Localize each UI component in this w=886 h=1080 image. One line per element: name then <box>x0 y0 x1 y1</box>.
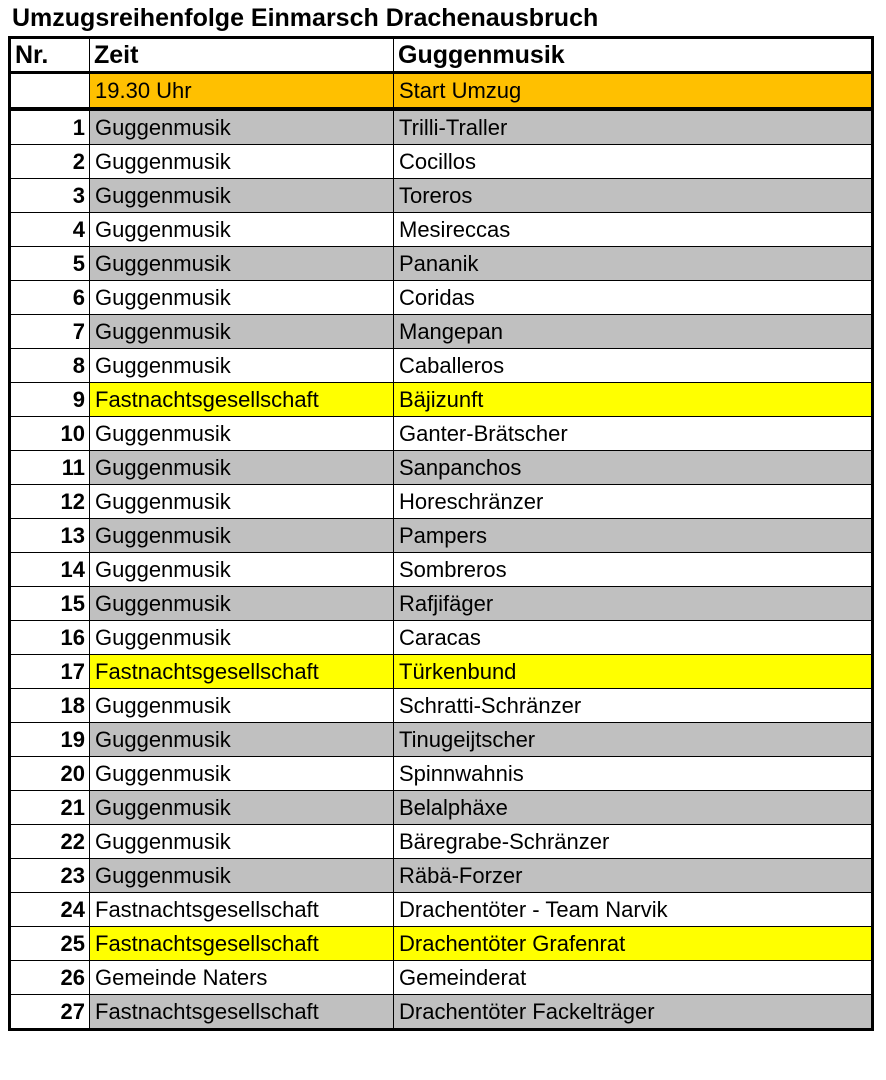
row-group-name: Toreros <box>394 179 873 213</box>
row-number: 8 <box>10 349 90 383</box>
row-number: 22 <box>10 825 90 859</box>
table-row <box>10 145 873 179</box>
start-time: 19.30 Uhr <box>90 73 394 110</box>
row-number: 23 <box>10 859 90 893</box>
row-category: Guggenmusik <box>90 587 394 621</box>
row-category: Gemeinde Naters <box>90 961 394 995</box>
row-group-name: Schratti-Schränzer <box>394 689 873 723</box>
row-category: Fastnachtsgesellschaft <box>90 655 394 689</box>
table-row <box>10 553 873 587</box>
row-category: Guggenmusik <box>90 621 394 655</box>
row-number: 11 <box>10 451 90 485</box>
table-row <box>10 519 873 553</box>
row-number: 16 <box>10 621 90 655</box>
row-category: Guggenmusik <box>90 179 394 213</box>
row-number: 21 <box>10 791 90 825</box>
row-category: Guggenmusik <box>90 349 394 383</box>
table-row <box>10 485 873 519</box>
row-group-name: Bäjizunft <box>394 383 873 417</box>
row-group-name: Cocillos <box>394 145 873 179</box>
row-group-name: Drachentöter Grafenrat <box>394 927 873 961</box>
row-group-name: Drachentöter - Team Narvik <box>394 893 873 927</box>
row-number: 12 <box>10 485 90 519</box>
row-category: Guggenmusik <box>90 791 394 825</box>
page-title: Umzugsreihenfolge Einmarsch Drachenausbruch <box>12 4 599 32</box>
row-number: 4 <box>10 213 90 247</box>
row-number: 20 <box>10 757 90 791</box>
row-number: 5 <box>10 247 90 281</box>
table-row <box>10 281 873 315</box>
row-group-name: Sombreros <box>394 553 873 587</box>
row-category: Guggenmusik <box>90 485 394 519</box>
row-group-name: Rafjifäger <box>394 587 873 621</box>
row-group-name: Horeschränzer <box>394 485 873 519</box>
row-number: 15 <box>10 587 90 621</box>
row-number: 7 <box>10 315 90 349</box>
row-number: 10 <box>10 417 90 451</box>
table-row <box>10 417 873 451</box>
row-group-name: Belalphäxe <box>394 791 873 825</box>
table-row <box>10 315 873 349</box>
table-row <box>10 383 873 417</box>
row-category: Guggenmusik <box>90 553 394 587</box>
row-number: 19 <box>10 723 90 757</box>
row-group-name: Gemeinderat <box>394 961 873 995</box>
row-category: Guggenmusik <box>90 859 394 893</box>
header-zeit: Zeit <box>90 38 394 73</box>
table-row <box>10 791 873 825</box>
row-category: Guggenmusik <box>90 281 394 315</box>
row-group-name: Türkenbund <box>394 655 873 689</box>
table-header-row <box>10 38 873 73</box>
row-category: Fastnachtsgesellschaft <box>90 995 394 1030</box>
table-row <box>10 723 873 757</box>
row-number: 27 <box>10 995 90 1030</box>
row-category: Guggenmusik <box>90 519 394 553</box>
row-group-name: Sanpanchos <box>394 451 873 485</box>
row-number: 24 <box>10 893 90 927</box>
row-category: Fastnachtsgesellschaft <box>90 383 394 417</box>
table-row <box>10 859 873 893</box>
row-number: 2 <box>10 145 90 179</box>
table-row <box>10 621 873 655</box>
row-category: Fastnachtsgesellschaft <box>90 927 394 961</box>
row-group-name: Caballeros <box>394 349 873 383</box>
row-number: 13 <box>10 519 90 553</box>
header-nr: Nr. <box>10 38 90 73</box>
row-category: Guggenmusik <box>90 723 394 757</box>
table-row <box>10 689 873 723</box>
row-number: 18 <box>10 689 90 723</box>
row-category: Fastnachtsgesellschaft <box>90 893 394 927</box>
start-nr <box>10 73 90 110</box>
row-group-name: Bäregrabe-Schränzer <box>394 825 873 859</box>
table-row <box>10 757 873 791</box>
row-category: Guggenmusik <box>90 145 394 179</box>
table-row <box>10 213 873 247</box>
row-category: Guggenmusik <box>90 757 394 791</box>
row-number: 14 <box>10 553 90 587</box>
table-row <box>10 961 873 995</box>
table-row <box>10 179 873 213</box>
row-group-name: Pampers <box>394 519 873 553</box>
row-category: Guggenmusik <box>90 825 394 859</box>
row-category: Guggenmusik <box>90 109 394 145</box>
table-row <box>10 451 873 485</box>
table-row <box>10 927 873 961</box>
row-category: Guggenmusik <box>90 451 394 485</box>
table-row <box>10 893 873 927</box>
table-row <box>10 995 873 1030</box>
row-group-name: Coridas <box>394 281 873 315</box>
row-group-name: Trilli-Traller <box>394 109 873 145</box>
table-row <box>10 247 873 281</box>
row-group-name: Mesireccas <box>394 213 873 247</box>
row-number: 25 <box>10 927 90 961</box>
row-group-name: Tinugeijtscher <box>394 723 873 757</box>
header-guggenmusik: Guggenmusik <box>394 38 873 73</box>
table-row <box>10 349 873 383</box>
row-category: Guggenmusik <box>90 247 394 281</box>
start-row <box>10 73 873 110</box>
row-group-name: Pananik <box>394 247 873 281</box>
row-group-name: Mangepan <box>394 315 873 349</box>
table-row <box>10 825 873 859</box>
start-label: Start Umzug <box>394 73 873 110</box>
row-number: 1 <box>10 109 90 145</box>
row-number: 26 <box>10 961 90 995</box>
row-number: 9 <box>10 383 90 417</box>
row-number: 3 <box>10 179 90 213</box>
table-row <box>10 587 873 621</box>
table-row <box>10 655 873 689</box>
row-number: 17 <box>10 655 90 689</box>
row-group-name: Ganter-Brätscher <box>394 417 873 451</box>
parade-order-table <box>8 36 874 1031</box>
row-number: 6 <box>10 281 90 315</box>
row-group-name: Drachentöter Fackelträger <box>394 995 873 1030</box>
row-category: Guggenmusik <box>90 213 394 247</box>
row-category: Guggenmusik <box>90 417 394 451</box>
row-group-name: Caracas <box>394 621 873 655</box>
row-category: Guggenmusik <box>90 689 394 723</box>
row-group-name: Spinnwahnis <box>394 757 873 791</box>
row-category: Guggenmusik <box>90 315 394 349</box>
row-group-name: Räbä-Forzer <box>394 859 873 893</box>
table-row <box>10 109 873 145</box>
